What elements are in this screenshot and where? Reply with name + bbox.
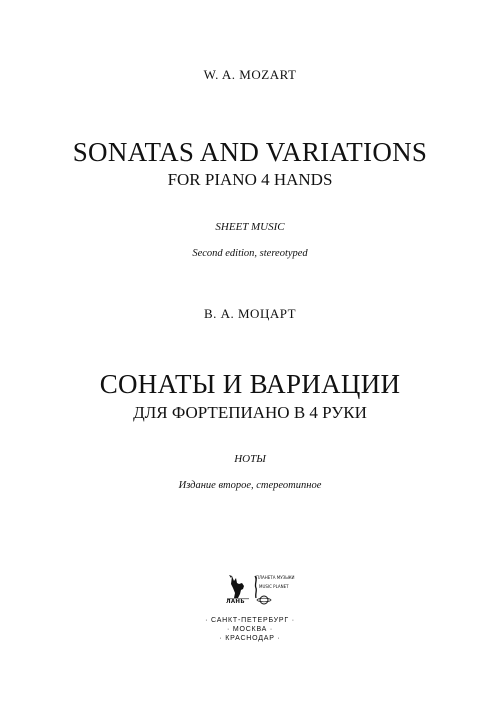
subtitle-english: FOR PIANO 4 HANDS <box>167 170 333 189</box>
author-russian: В. А. МОЦАРТ <box>203 306 297 321</box>
city-krasnodar: · КРАСНОДАР · <box>219 635 281 642</box>
edition-russian: Издание второе, стереотипное <box>178 480 322 491</box>
publisher-logos <box>226 574 295 608</box>
lan-logo-text: ЛАНЬ <box>226 599 245 605</box>
publication-kind-russian: НОТЫ <box>234 453 266 465</box>
subtitle-russian: ДЛЯ ФОРТЕПИАНО В 4 РУКИ <box>133 403 367 422</box>
publication-kind-english: SHEET MUSIC <box>215 221 285 233</box>
title-english: SONATAS AND VARIATIONS <box>72 137 428 167</box>
city-moscow: · МОСКВА · <box>226 626 274 633</box>
planet-logo-text: ПЛАНЕТА МУЗЫКИ <box>256 575 295 580</box>
music-planet-logo-text: MUSIC PLANET <box>259 584 289 589</box>
edition-english: Second edition, stereotyped <box>192 248 308 259</box>
city-saint-petersburg: · САНКТ-ПЕТЕРБУРГ · <box>205 617 295 624</box>
author-english: W. A. MOZART <box>203 67 297 82</box>
title-russian: СОНАТЫ И ВАРИАЦИИ <box>99 369 401 399</box>
